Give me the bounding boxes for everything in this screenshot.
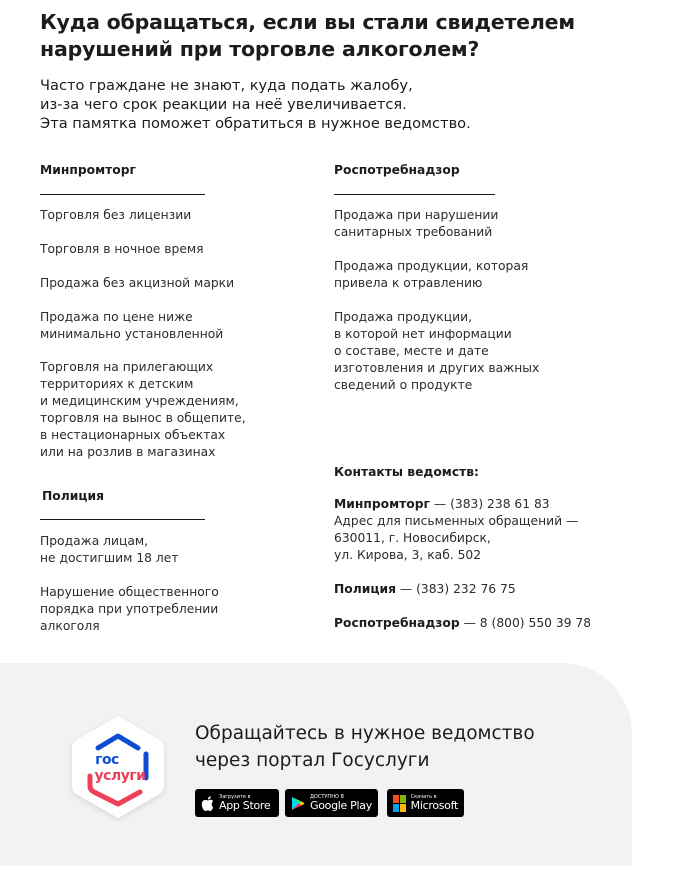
police-heading: Полиция [42,489,104,503]
app-store-small: Загрузите в [219,794,251,800]
contact-rospotreb-name: Роспотребнадзор [334,616,460,630]
app-store-button[interactable] [195,789,279,817]
apple-icon [201,796,214,811]
rospotreb-item: Продажа продукции, в которой нет информации о составе, месте и дате изготовления и других важных сведений о продукте [334,310,540,392]
minprom-item: Торговля в ночное время [40,242,204,256]
rospotreb-heading: Роспотребнадзор [334,163,460,177]
microsoft-store-small: Скачать в [410,794,437,800]
banner-text [195,720,615,774]
minprom-item: Продажа по цене ниже минимально установленной [40,310,224,341]
contact-minprom-phone: — (383) 238 61 83 [429,497,550,511]
title-line-2: нарушений при торговле алкоголем? [40,37,480,61]
logo-text-uslugi: услуги [94,768,146,784]
police-divider [40,519,205,520]
logo-text-gos: гос [95,752,119,768]
app-store-label: App Store [219,799,271,812]
police-item: Продажа лицам, не достигшим 18 лет [40,534,179,565]
intro-line-3: Эта памятка поможет обратиться в нужное ведомство. [40,115,471,132]
rospotreb-item: Продажа продукции, которая привела к отравлению [334,259,529,290]
gosuslugi-logo [66,712,170,822]
intro-line-2: из-за чего срок реакции на неё увеличивается. [40,96,407,113]
title-line-1: Куда обращаться, если вы стали свидетелем [40,10,575,34]
minprom-item: Продажа без акцизной марки [40,276,235,290]
intro-line-1: Часто граждане не знают, куда подать жалобу, [40,77,413,94]
minprom-divider [40,194,205,195]
police-item: Нарушение общественного порядка при употреблении алкоголя [40,585,219,633]
microsoft-store-button[interactable] [387,789,464,817]
rospotreb-divider [334,194,495,195]
contact-minprom-address: Адрес для письменных обращений — [334,514,579,528]
microsoft-store-label: Microsoft [410,799,458,812]
banner-line-2: через портал Госуслуги [195,750,430,771]
banner-line-1: Обращайтесь в нужное ведомство [195,723,535,744]
minprom-item: Торговля без лицензии [40,208,192,222]
contacts-heading: Контакты ведомств: [334,465,479,479]
contact-minprom-address: ул. Кирова, 3, каб. 502 [334,548,482,562]
contact-minprom-name: Минпромторг [334,497,430,511]
microsoft-icon [393,795,406,812]
google-play-small: ДОСТУПНО В [310,794,344,800]
contact-rospotreb-phone: — 8 (800) 550 39 78 [459,616,592,630]
contact-police-name: Полиция [334,582,396,596]
google-play-icon [291,796,305,811]
contact-police [334,581,516,598]
google-play-label: Google Play [310,799,372,812]
contact-police-phone: — (383) 232 76 75 [396,582,516,596]
contact-minprom [334,496,578,564]
minprom-heading: Минпромторг [40,163,136,177]
rospotreb-item: Продажа при нарушении санитарных требований [334,208,499,239]
intro-text [40,76,640,133]
google-play-button[interactable] [285,789,378,817]
contact-rospotreb [334,615,591,632]
minprom-item: Торговля на прилегающих территориях к детским и медицинским учреждениям, торговля на вынос в общепите, в нестационарных объектах или на розлив в магазинах [40,360,246,459]
page-title [40,9,640,63]
contact-minprom-address: 630011, г. Новосибирск, [334,531,491,545]
